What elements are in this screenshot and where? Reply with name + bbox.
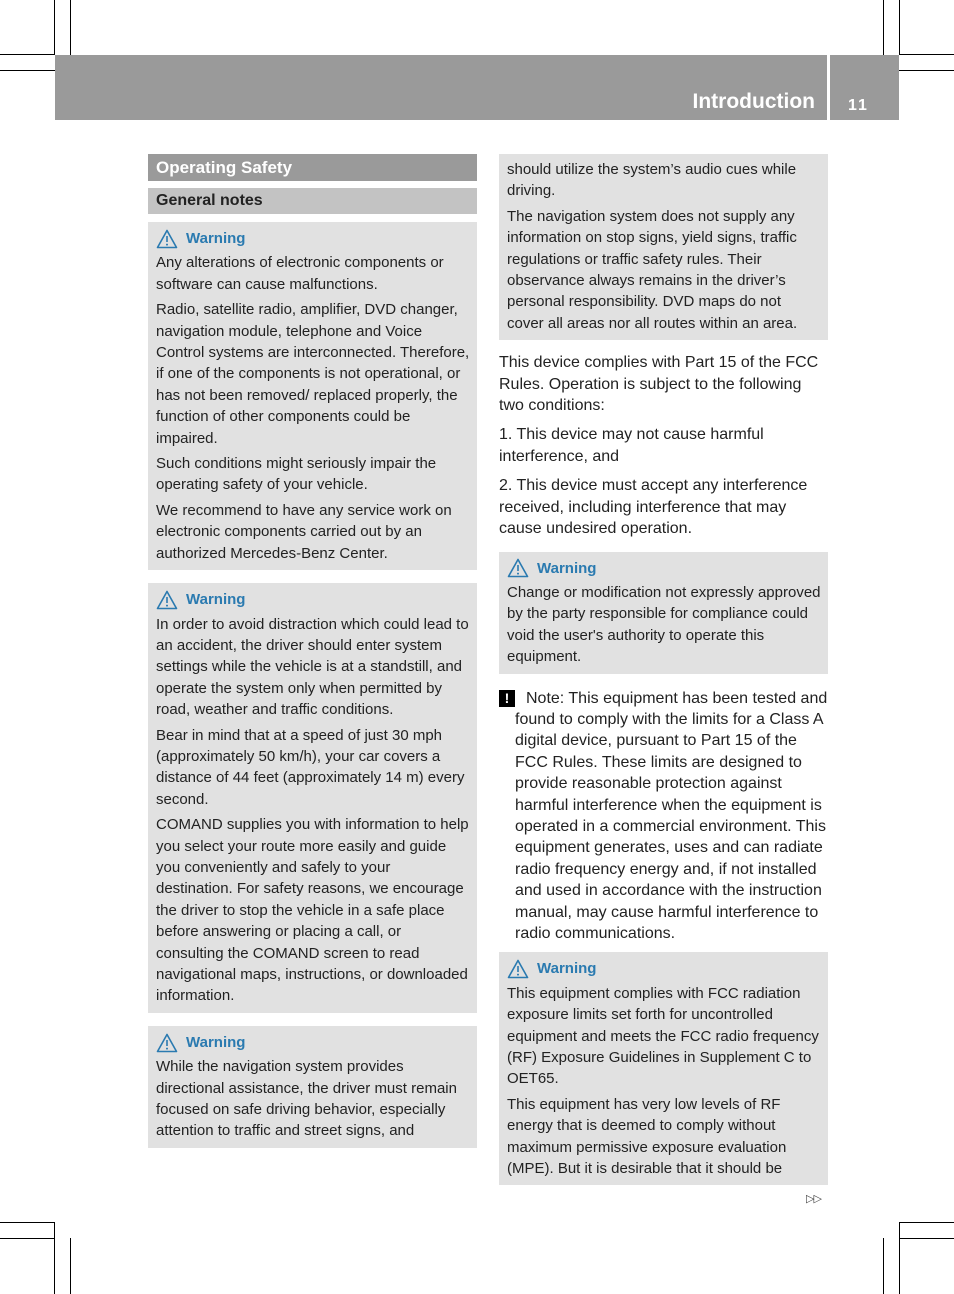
crop-mark	[54, 0, 55, 55]
warning-box	[148, 222, 477, 570]
warning-header	[156, 1032, 470, 1053]
warning-triangle-icon	[156, 229, 178, 249]
crop-mark	[0, 54, 55, 55]
paragraph: 1. This device may not cause harmful interference, and	[499, 426, 764, 465]
paragraph: Change or modification not expressly approved by the party responsible for compliance could void the user's authority to operate this equipment.	[507, 583, 821, 666]
note-text: Note: This equipment has been tested and found to comply with the limits for a Class A digital device, pursuant to Part 15 of the FCC Rules. These limits are designed to provide reasonable protection against harmful interference when the equipment is operated in a commercial environment. This equipment generates, uses and can radiate radio frequency energy and, if not installed and used in accordance with the instruction manual, may cause harmful interference to radio communications.	[515, 689, 828, 942]
crop-mark	[54, 1222, 55, 1294]
warning-triangle-icon	[507, 959, 529, 979]
left-column	[148, 154, 477, 1148]
note	[499, 688, 828, 945]
crop-mark	[70, 1238, 71, 1294]
warning-label: Warning	[537, 559, 597, 577]
crop-mark	[899, 54, 954, 55]
crop-mark	[70, 0, 71, 55]
warning-triangle-icon	[156, 590, 178, 610]
paragraph: In order to avoid distraction which could lead to an accident, the driver should enter system settings while the vehicle is at a standstill, and operate the system only when permitted by road, weather and traffic conditions.	[156, 615, 469, 719]
warning-header	[507, 958, 821, 979]
sub-heading: General notes	[148, 188, 477, 214]
paragraph: This device complies with Part 15 of the FCC Rules. Operation is subject to the following two conditions:	[499, 354, 819, 415]
warning-box	[499, 552, 828, 674]
warning-header	[156, 228, 470, 249]
paragraph: Bear in mind that at a speed of just 30 mph (approximately 50 km/h), your car covers a distance of 44 feet (approximately 14 m) every second.	[156, 726, 465, 808]
crop-mark	[899, 70, 954, 71]
paragraph: The navigation system does not supply any information on stop signs, yield signs, traffic regulations or traffic safety rules. Their observance always remains in the driver’s personal responsibility. DVD maps do not cover all areas nor all routes within an area.	[507, 207, 798, 332]
paragraph: This equipment has very low levels of RF energy that is deemed to comply without maximum permissive exposure evaluation (MPE). But it is desirable that it should be	[507, 1095, 787, 1178]
warning-label: Warning	[186, 1033, 246, 1051]
warning-box	[148, 583, 477, 1013]
paragraph: COMAND supplies you with information to help you select your route more easily and guide you conveniently and safely to your destination. For safety reasons, we encourage the driver to stop the vehicle in a safe place before answering or placing a call, or consulting the COMAND screen to read navigational maps, instructions, or downloaded information.	[156, 816, 469, 1005]
page-title: Introduction	[692, 90, 815, 113]
crop-mark	[899, 1222, 900, 1294]
continue-arrows-icon: ▷▷	[806, 1193, 821, 1205]
warning-label: Warning	[186, 591, 246, 609]
page-number-box	[830, 55, 899, 120]
crop-mark	[0, 1238, 55, 1239]
paragraph: 2. This device must accept any interference received, including interference that may cause undesired operation.	[499, 477, 808, 538]
section-heading: Operating Safety	[148, 154, 477, 181]
crop-mark	[899, 1238, 954, 1239]
crop-mark	[0, 1222, 55, 1223]
warning-triangle-icon	[507, 558, 529, 578]
paragraph: This equipment complies with FCC radiation exposure limits set forth for uncontrolled equipment and meets the FCC radio frequency (RF) Exposure Guidelines in Supplement C to OET65.	[507, 984, 819, 1088]
warning-header	[507, 558, 821, 579]
paragraph: Such conditions might seriously impair the operating safety of your vehicle.	[156, 455, 437, 494]
warning-label: Warning	[537, 960, 597, 978]
paragraph: Radio, satellite radio, amplifier, DVD changer, navigation module, telephone and Voice Control systems are interconnected. Therefore, if one of the components is not operational, or has not been removed/ replaced properly, the function of other components could be impaired.	[156, 301, 470, 447]
crop-mark	[883, 1238, 884, 1294]
page-number: 11	[848, 97, 869, 114]
note-exclamation-icon: !	[499, 690, 515, 707]
warning-box	[499, 952, 828, 1185]
right-column	[499, 154, 828, 1185]
paragraph: We recommend to have any service work on electronic components carried out by an authorized Mercedes-Benz Center.	[156, 501, 452, 562]
crop-mark	[899, 1222, 954, 1223]
paragraph: Any alterations of electronic components or software can cause malfunctions.	[156, 254, 444, 293]
warning-triangle-icon	[156, 1033, 178, 1053]
warning-box	[148, 1026, 477, 1148]
warning-label: Warning	[186, 230, 246, 247]
warning-header	[156, 589, 470, 610]
paragraph: should utilize the system’s audio cues while driving.	[507, 161, 797, 200]
warning-box-continued	[499, 154, 828, 340]
fcc-statement	[499, 352, 828, 539]
crop-mark	[0, 70, 55, 71]
header-bar	[55, 55, 827, 120]
crop-mark	[899, 0, 900, 55]
paragraph: While the navigation system provides directional assistance, the driver must remain focused on safe driving behavior, especially attention to traffic and street signs, and	[156, 1058, 457, 1140]
crop-mark	[883, 0, 884, 55]
